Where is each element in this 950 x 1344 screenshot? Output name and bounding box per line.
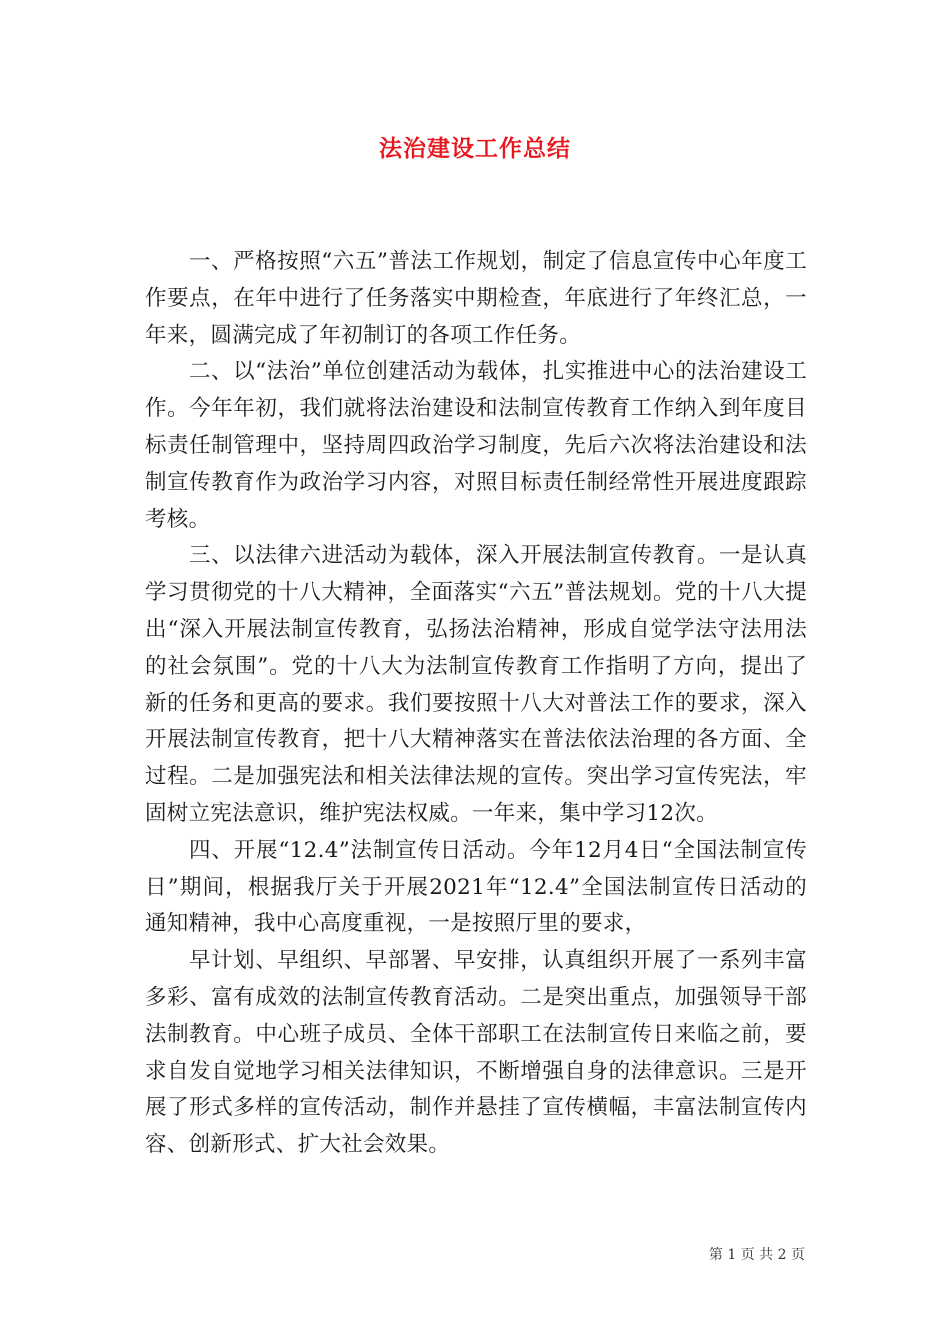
paragraph-2: 二、以“法治”单位创建活动为载体，扎实推进中心的法治建设工作。今年年初，我们就将法治建设和法制宣传教育工作纳入到年度目标责任制管理中，坚持周四政治学习制度，先后六次将法治建设和法制宣传教育作为政治学习内容，对照目标责任制经常性开展进度跟踪考核。: [145, 359, 807, 532]
document-body: [145, 244, 807, 1164]
document-title: 法治建设工作总结: [379, 135, 571, 162]
paragraph-4: 四、开展“12.4”法制宣传日活动。今年12月4日“全国法制宣传日”期间，根据我厅关于开展2021年“12.4”全国法制宣传日活动的通知精神，我中心高度重视，一是按照厅里的要求，: [145, 837, 807, 937]
page-number: 第 1 页 共 2 页: [708, 1247, 805, 1263]
paragraph-1: 一、严格按照“六五”普法工作规划，制定了信息宣传中心年度工作要点，在年中进行了任务落实中期检查，年底进行了年终汇总，一年来，圆满完成了年初制订的各项工作任务。: [145, 249, 807, 348]
paragraph-5: 早计划、早组织、早部署、早安排，认真组织开展了一系列丰富多彩、富有成效的法制宣传教育活动。二是突出重点，加强领导干部法制教育。中心班子成员、全体干部职工在法制宣传日来临之前，要求自发自觉地学习相关法律知识，不断增强自身的法律意识。三是开展了形式多样的宣传活动，制作并悬挂了宣传横幅，丰富法制宣传内容、创新形式、扩大社会效果。: [145, 948, 807, 1158]
paragraph-3: 三、以法律六进活动为载体，深入开展法制宣传教育。一是认真学习贯彻党的十八大精神，全面落实“六五”普法规划。党的十八大提出“深入开展法制宣传教育，弘扬法治精神，形成自觉学法守法用法的社会氛围”。党的十八大为法制宣传教育工作指明了方向，提出了新的任务和更高的要求。我们要按照十八大对普法工作的要求，深入开展法制宣传教育，把十八大精神落实在普法依法治理的各方面、全过程。二是加强宪法和相关法律法规的宣传。突出学习宣传宪法，牢固树立宪法意识，维护宪法权威。一年来，集中学习12次。: [145, 543, 807, 826]
